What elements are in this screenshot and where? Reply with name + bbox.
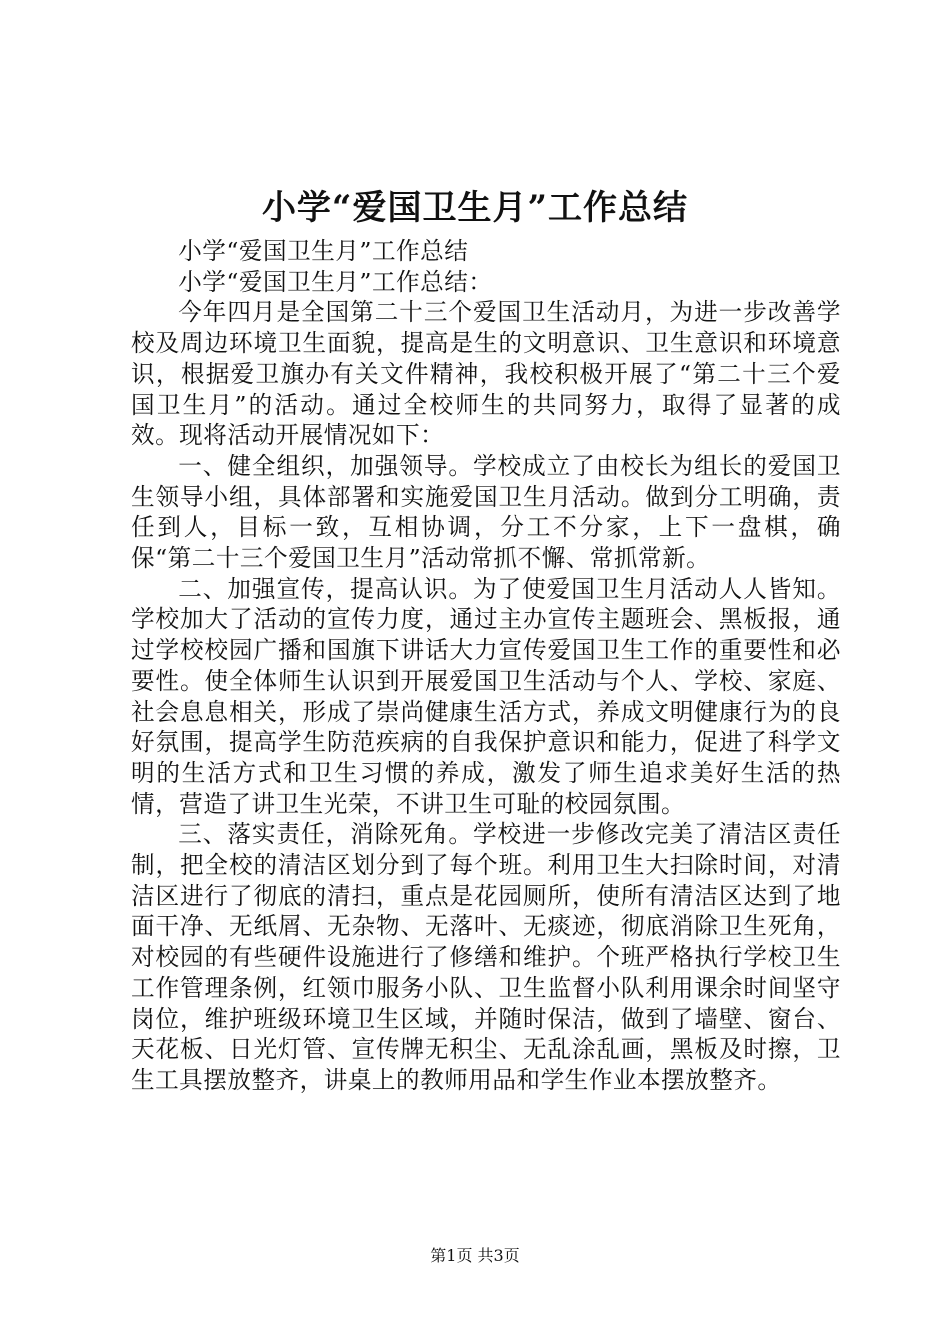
paragraph-section-2: 二、加强宣传，提高认识。为了使爱国卫生月活动人人皆知。学校加大了活动的宣传力度，通过主办宣传主题班会、黑板报，通过学校校园广播和国旗下讲话大力宣传爱国卫生工作的重要性和必要性。使全体师生认识到开展爱国卫生活动与个人、学校、家庭、社会息息相关，形成了崇尚健康生活方式，养成文明健康行为的良好氛围，提高学生防范疾病的自我保护意识和能力，促进了科学文明的生活方式和卫生习惯的养成，激发了师生追求美好生活的热情，营造了讲卫生光荣，不讲卫生可耻的校园氛围。 — [131, 574, 841, 818]
paragraph-section-1: 一、健全组织，加强领导。学校成立了由校长为组长的爱国卫生领导小组，具体部署和实施爱国卫生月活动。做到分工明确，责任到人，目标一致，互相协调，分工不分家，上下一盘棋，确保“第二十三个爱国卫生月”活动常抓不懈、常抓常新。 — [131, 451, 841, 573]
page-number-footer: 第1页 共3页 — [430, 1246, 520, 1265]
paragraph-salutation: 小学“爱国卫生月”工作总结： — [178, 267, 493, 296]
paragraph-heading-repeat: 小学“爱国卫生月”工作总结 — [178, 237, 469, 265]
paragraph-intro: 今年四月是全国第二十三个爱国卫生活动月，为进一步改善学校及周边环境卫生面貌，提高是生的文明意识、卫生意识和环境意识，根据爱卫旗办有关文件精神，我校积极开展了“第二十三个爱国卫生月”的活动。通过全校师生的共同努力，取得了显著的成效。现将活动开展情况如下： — [131, 298, 841, 450]
document-title: 小学“爱国卫生月”工作总结 — [261, 188, 689, 228]
document-body — [131, 236, 841, 1096]
paragraph-section-3: 三、落实责任，消除死角。学校进一步修改完美了清洁区责任制，把全校的清洁区划分到了每个班。利用卫生大扫除时间，对清洁区进行了彻底的清扫，重点是花园厕所，使所有清洁区达到了地面干净、无纸屑、无杂物、无落叶、无痰迹，彻底消除卫生死角，对校园的有些硬件设施进行了修缮和维护。个班严格执行学校卫生工作管理条例，红领巾服务小队、卫生监督小队利用课余时间坚守岗位，维护班级环境卫生区域，并随时保洁，做到了墙壁、窗台、天花板、日光灯管、宣传牌无积尘、无乱涂乱画，黑板及时擦，卫生工具摆放整齐，讲桌上的教师用品和学生作业本摆放整齐。 — [131, 820, 841, 1094]
